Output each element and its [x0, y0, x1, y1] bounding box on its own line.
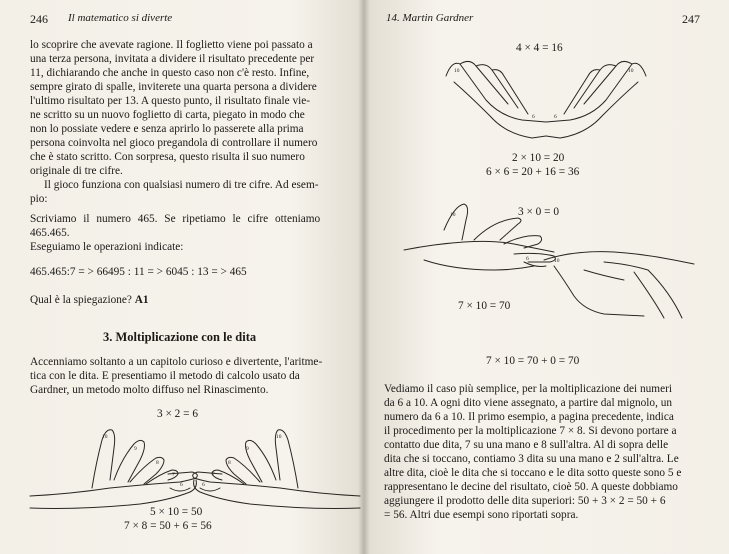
finger-number-label: 6: [554, 114, 557, 120]
figure-line-1: 5 × 10 = 50: [150, 506, 203, 518]
text-line: Eseguiamo le operazioni indicate:: [30, 241, 184, 253]
hands-illustration: [404, 200, 694, 320]
finger-number-label: 10: [102, 434, 108, 440]
example-paragraph: [30, 212, 345, 254]
text-line: non lo possiate vedere e senza aprirlo lo passerete alla prima: [30, 123, 304, 135]
figure-bottom-line: 7 × 10 = 70 + 0 = 70: [486, 355, 580, 367]
hands-illustration: [446, 56, 646, 146]
text-line: persona coinvolta nel gioco pregandola di controllare il numero: [30, 137, 318, 149]
text-line: Accenniamo soltanto a un capitolo curioso e divertente, l'aritme-: [30, 356, 323, 368]
operations-formula: 465.465:7 = > 66495 : 11 = > 6045 : 13 = > 465: [30, 266, 247, 278]
finger-number-label: 8: [228, 460, 231, 466]
text-line: numero da 6 a 10. Il primo esempio, a pagina precedente, indica: [384, 411, 674, 423]
figure-label-top: 3 × 0 = 0: [518, 206, 559, 218]
answer-reference: A1: [134, 294, 149, 306]
right-page: [364, 0, 729, 554]
finger-number-label: 6: [526, 256, 529, 262]
paragraph-continuation: [30, 38, 345, 206]
text-line: il procedimento per la moltiplicazione 7 × 8. Si devono portare a: [384, 425, 677, 437]
finger-number-label: 9: [134, 446, 137, 452]
finger-number-label: 6: [532, 114, 535, 120]
text-line: l'ultimo risultato per 13. A questo punto, il risultato finale vie-: [30, 95, 311, 107]
hands-illustration: [30, 418, 360, 518]
text-line: Scriviamo il numero 465. Se ripetiamo le cifre otteniamo: [30, 213, 321, 225]
text-line: altre dita, cioè le dita che si toccano e le dita sotto queste sono 5 e: [384, 467, 682, 479]
figure-line-2: 6 × 6 = 20 + 16 = 36: [486, 166, 580, 178]
figure-line-2: 7 × 8 = 50 + 6 = 56: [124, 520, 212, 532]
text-line: da 6 a 10. A ogni dito viene assegnato, a partire dal mignolo, un: [384, 397, 673, 409]
finger-number-label: 6: [202, 482, 205, 488]
finger-number-label: 7: [172, 472, 175, 478]
finger-number-label: 10: [554, 258, 560, 264]
text-line: sempre girato di spalle, inviterete una quarta persona a dividere: [30, 81, 317, 93]
finger-number-label: 10: [276, 434, 282, 440]
text-line: Il gioco funziona con qualsiasi numero di tre cifre. Ad esem-: [44, 179, 319, 191]
question-text: Qual è la spiegazione?: [30, 294, 132, 306]
text-line: = 56. Altri due esempi sono riportati sopra.: [384, 509, 579, 521]
text-line: contatto due dita, 7 su una mano e 8 sull'altra. Al di sopra delle: [384, 439, 669, 451]
figure-line-1: 2 × 10 = 20: [512, 152, 565, 164]
section-paragraph: [30, 355, 345, 397]
running-head: Il matematico si diverte: [68, 12, 173, 24]
text-line: Vediamo il caso più semplice, per la moltiplicazione dei numeri: [384, 383, 672, 395]
finger-number-label: 8: [156, 460, 159, 466]
text-line: rappresentano le decine del risultato, cioè 50. A queste dobbiamo: [384, 481, 678, 493]
text-line: lo scoprire che avevate ragione. Il foglietto viene poi passato a: [30, 39, 313, 51]
text-line: pio:: [30, 193, 48, 205]
page-number: 247: [682, 12, 700, 26]
finger-number-label: 10: [450, 212, 456, 218]
text-line: aggiungere il prodotto delle dita superiori: 50 + 3 × 2 = 50 + 6: [384, 495, 666, 507]
text-line: che è stato scritto. Con sorpresa, questo risulta il suo numero: [30, 151, 305, 163]
text-line: ne scritto su un nuovo foglietto di carta, piegato in modo che: [30, 109, 305, 121]
left-page: [0, 0, 364, 554]
figure-side-label: 7 × 10 = 70: [458, 300, 511, 312]
page-number: 246: [30, 12, 48, 26]
finger-number-label: 6: [180, 482, 183, 488]
text-line: una terza persona, invitata a dividere il risultato precedente per: [30, 53, 315, 65]
finger-number-label: 10: [628, 68, 634, 74]
text-line: dita che si toccano, contiamo 3 dita su una mano e 2 sull'altra. Le: [384, 453, 679, 465]
explanation-paragraph: [384, 382, 709, 522]
figure-label-top: 4 × 4 = 16: [516, 42, 563, 54]
running-head: 14. Martin Gardner: [386, 12, 474, 24]
text-line: Gardner, un metodo molto diffuso nel Rinascimento.: [30, 384, 269, 396]
text-line: tica con le dita. E presentiamo il metodo di calcolo usato da: [30, 370, 300, 382]
finger-number-label: 10: [454, 68, 460, 74]
text-line: 11, dichiarando che anche in questo caso non c'è resto. Infine,: [30, 67, 310, 79]
finger-number-label: 9: [246, 446, 249, 452]
section-title: 3. Moltiplicazione con le dita: [103, 330, 257, 344]
question-line: [30, 294, 149, 306]
book-gutter: [358, 0, 370, 554]
text-line: originale di tre cifre.: [30, 165, 123, 177]
figure-label-top: 3 × 2 = 6: [157, 408, 198, 420]
text-line: 465.465.: [30, 227, 70, 239]
finger-number-label: 7: [212, 472, 215, 478]
